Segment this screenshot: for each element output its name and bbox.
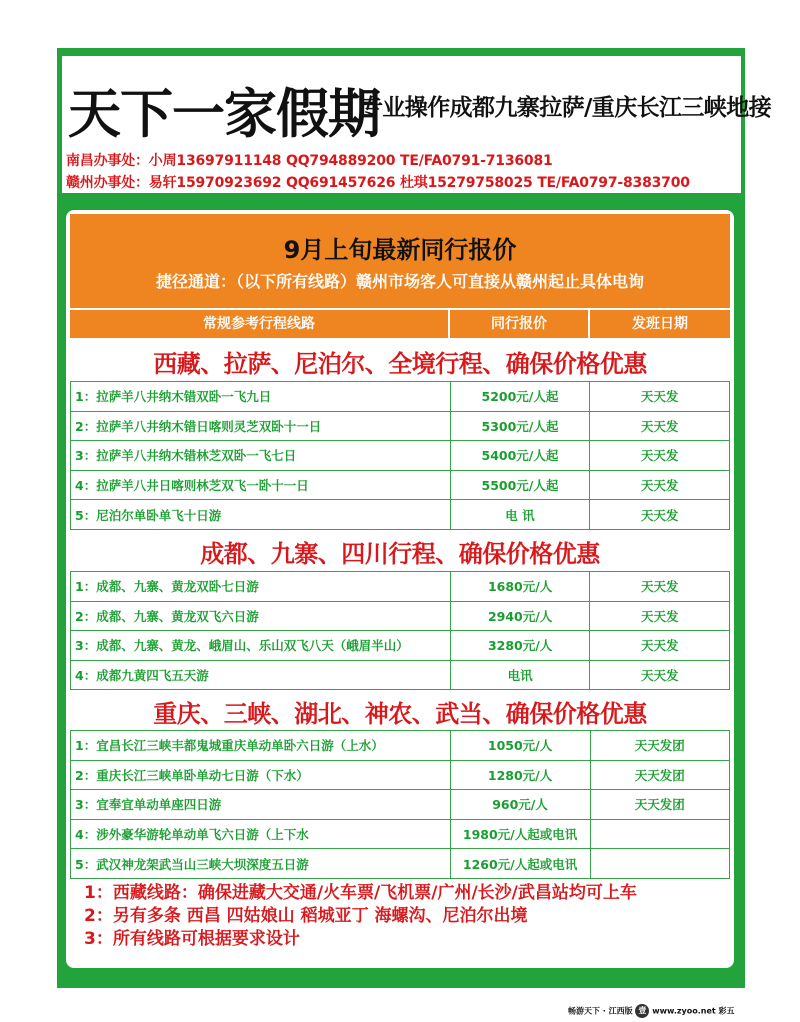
table-row	[71, 382, 730, 412]
footer	[568, 1004, 735, 1018]
table-row	[71, 470, 730, 500]
route-cell: 2：拉萨羊八井纳木错日喀则灵芝双卧十一日	[71, 411, 451, 441]
column-headers	[70, 308, 730, 338]
route-cell: 1：宜昌长江三峡丰都鬼城重庆单动单卧六日游（上水）	[71, 731, 451, 761]
route-cell: 5：武汉神龙架武当山三峡大坝深度五日游	[71, 849, 451, 879]
price-cell: 1680元/人	[450, 572, 590, 602]
table-row	[71, 660, 730, 690]
departure-cell: 天天发	[590, 411, 730, 441]
section-title-chongqing: 重庆、三峡、湖北、神农、武当、确保价格优惠	[153, 700, 647, 728]
route-cell: 4：涉外豪华游轮单动单飞六日游（上下水	[71, 819, 451, 849]
departure-cell: 天天发	[590, 572, 730, 602]
footer-page: 彩五	[718, 1006, 735, 1016]
route-cell: 2：重庆长江三峡单卧单动七日游（下水）	[71, 760, 451, 790]
price-cell: 1280元/人	[450, 760, 590, 790]
footer-publication: 畅游天下 · 江西版	[568, 1006, 633, 1016]
departure-cell	[590, 849, 730, 879]
departure-cell: 天天发	[590, 660, 730, 690]
footer-website: www.zyoo.net	[652, 1006, 716, 1016]
note-item: 1：西藏线路：确保进藏大交通/火车票/飞机票/广州/长沙/武昌站均可上车	[84, 883, 637, 903]
table-row	[71, 441, 730, 471]
table-row	[71, 760, 730, 790]
departure-cell: 天天发	[590, 500, 730, 530]
price-cell: 5200元/人起	[450, 382, 590, 412]
departure-cell: 天天发	[590, 470, 730, 500]
table-chongqing	[70, 730, 730, 879]
office-nanchang: 南昌办事处：小周13697911148 QQ794889200 TE/FA0791-7136081	[66, 153, 553, 169]
table-row	[71, 601, 730, 631]
route-cell: 1：成都、九寨、黄龙双卧七日游	[71, 572, 451, 602]
table-row	[71, 500, 730, 530]
departure-cell: 天天发	[590, 601, 730, 631]
banner-subline: 捷径通道：（以下所有线路）赣州市场客人可直接从赣州起止具体电询	[155, 272, 644, 291]
route-cell: 5：尼泊尔单卧单飞十日游	[71, 500, 451, 530]
note-item: 2：另有多条 西昌 四姑娘山 稻城亚丁 海螺沟、尼泊尔出境	[84, 906, 528, 926]
price-cell: 3280元/人	[450, 631, 590, 661]
section-title-tibet: 西藏、拉萨、尼泊尔、全境行程、确保价格优惠	[153, 350, 647, 378]
table-row	[71, 819, 730, 849]
table-row	[71, 631, 730, 661]
section-title-sichuan: 成都、九寨、四川行程、确保价格优惠	[200, 540, 600, 568]
table-row	[71, 790, 730, 820]
banner-headline: 9月上旬最新同行报价	[283, 236, 517, 264]
price-cell: 5500元/人起	[450, 470, 590, 500]
price-cell: 2940元/人	[450, 601, 590, 631]
column-header-price: 同行报价	[450, 310, 590, 338]
price-cell: 1050元/人	[450, 731, 590, 761]
departure-cell: 天天发	[590, 631, 730, 661]
note-item: 3：所有线路可根据要求设计	[84, 929, 300, 949]
table-row	[71, 572, 730, 602]
departure-cell	[590, 819, 730, 849]
route-cell: 3：宜奉宜单动单座四日游	[71, 790, 451, 820]
table-row	[71, 731, 730, 761]
footer-badge: 壹	[635, 1004, 649, 1018]
departure-cell: 天天发团	[590, 760, 730, 790]
notes	[84, 882, 637, 951]
price-cell: 5400元/人起	[450, 441, 590, 471]
price-cell: 5300元/人起	[450, 411, 590, 441]
banner	[70, 214, 730, 310]
route-cell: 3：拉萨羊八井纳木错林芝双卧一飞七日	[71, 441, 451, 471]
column-header-departure: 发班日期	[632, 316, 688, 332]
departure-cell: 天天发团	[590, 731, 730, 761]
column-header-route: 常规参考行程线路	[70, 310, 450, 338]
departure-cell: 天天发	[590, 382, 730, 412]
price-cell: 电 讯	[450, 500, 590, 530]
table-tibet	[70, 381, 730, 530]
departure-cell: 天天发	[590, 441, 730, 471]
header	[62, 56, 772, 193]
route-cell: 3：成都、九寨、黄龙、峨眉山、乐山双飞八天（峨眉半山）	[71, 631, 451, 661]
route-cell: 4：拉萨羊八井日喀则林芝双飞一卧十一日	[71, 470, 451, 500]
table-sichuan	[70, 571, 730, 690]
price-cell: 电讯	[450, 660, 590, 690]
price-list-panel	[66, 210, 734, 968]
office-ganzhou: 赣州办事处：易轩15970923692 QQ691457626 杜琪15279758025 TE/FA0797-8383700	[66, 175, 690, 191]
brand-title: 天下一家假期	[68, 83, 380, 145]
route-cell: 2：成都、九寨、黄龙双飞六日游	[71, 601, 451, 631]
price-cell: 1980元/人起或电讯	[450, 819, 590, 849]
tagline: 专业操作成都九寨拉萨/重庆长江三峡地接	[360, 95, 772, 121]
route-cell: 1：拉萨羊八井纳木错双卧一飞九日	[71, 382, 451, 412]
departure-cell: 天天发团	[590, 790, 730, 820]
table-row	[71, 849, 730, 879]
price-cell: 960元/人	[450, 790, 590, 820]
route-cell: 4：成都九黄四飞五天游	[71, 660, 451, 690]
price-cell: 1260元/人起或电讯	[450, 849, 590, 879]
table-row	[71, 411, 730, 441]
